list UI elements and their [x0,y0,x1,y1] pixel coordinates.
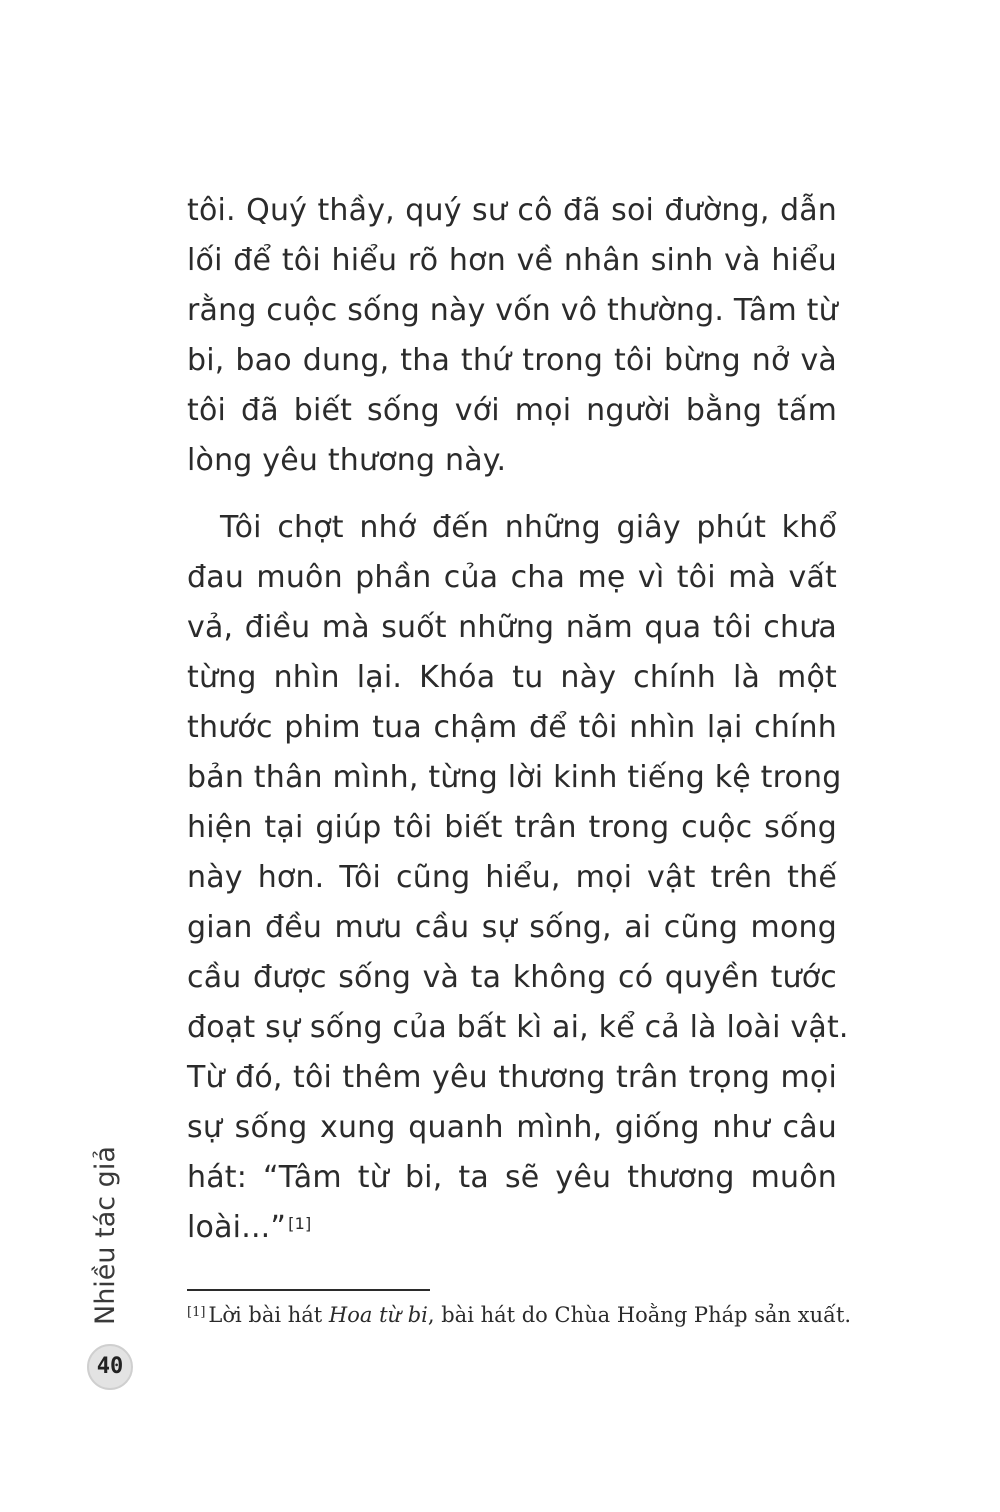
running-author-label: Nhiều tác giả [90,1146,121,1325]
text-line: hiện tại giúp tôi biết trân trong cuộc sống [187,810,837,845]
text-line: đau muôn phần của cha mẹ vì tôi mà vất [187,560,837,595]
text-line: hát: “Tâm từ bi, ta sẽ yêu thương muôn [187,1160,837,1195]
footnote-text-after: , bài hát do Chùa Hoằng Pháp sản xuất. [427,1303,852,1327]
text-line: Từ đó, tôi thêm yêu thương trân trọng mọi [187,1060,837,1095]
text-line: thước phim tua chậm để tôi nhìn lại chính [187,710,837,745]
footnote-text-before: Lời bài hát [208,1303,329,1327]
footnote-marker: [1] [187,1305,206,1320]
text-line: rằng cuộc sống này vốn vô thường. Tâm từ [187,293,838,328]
text-line: lối để tôi hiểu rõ hơn về nhân sinh và hiểu [187,243,837,278]
footnote-song-title: Hoa từ bi [328,1303,428,1327]
text-line: gian đều mưu cầu sự sống, ai cũng mong [187,910,837,945]
text-line: này hơn. Tôi cũng hiểu, mọi vật trên thế [187,860,837,895]
text-line: sự sống xung quanh mình, giống như câu [187,1110,837,1145]
text-line: bi, bao dung, tha thứ trong tôi bừng nở và [187,343,837,378]
text-line: bản thân mình, từng lời kinh tiếng kệ trong [187,760,842,795]
paragraph-2 [187,503,849,1253]
text-line: vả, điều mà suốt những năm qua tôi chưa [187,610,837,645]
paragraph-1 [187,186,837,486]
footnote-divider [187,1289,430,1291]
text-line: tôi. Quý thầy, quý sư cô đã soi đường, dẫn [187,193,837,228]
text-line: đoạt sự sống của bất kì ai, kể cả là loài vật. [187,1010,849,1045]
page-number-badge [87,1344,133,1390]
text-line-content: loài...” [187,1210,287,1245]
page-number: 40 [96,1354,124,1379]
footnote [187,1300,887,1330]
text-line: từng nhìn lại. Khóa tu này chính là một [187,660,837,695]
text-line: lòng yêu thương này. [187,443,507,478]
text-line: Tôi chợt nhớ đến những giây phút khổ [220,510,837,545]
text-line: tôi đã biết sống với mọi người bằng tấm [187,393,837,428]
text-line: cầu được sống và ta không có quyền tước [187,960,837,995]
footnote-reference: [1] [288,1214,312,1233]
text-line-last [187,1203,837,1253]
